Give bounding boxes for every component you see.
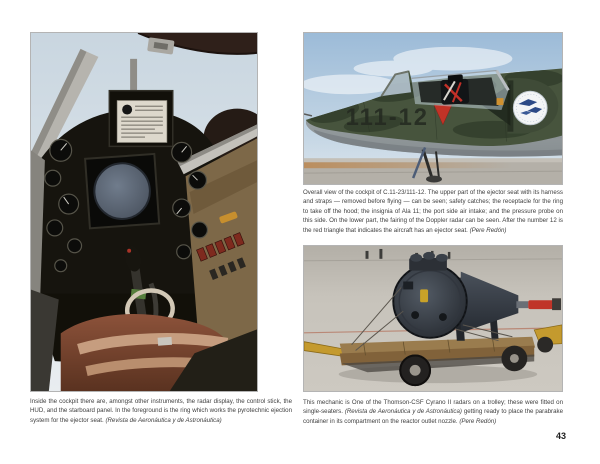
strap-buckle bbox=[158, 337, 172, 346]
caption-body: This mechanic is One of the Thomson-CSF Cyrano II radars on a trolley; these were fitted on single-seaters. bbox=[303, 399, 563, 416]
yellow-fitting bbox=[420, 289, 428, 302]
page-number: 43 bbox=[555, 431, 566, 441]
caption-credit: (Revista de Aeronáutica y de Astronáutica) bbox=[344, 408, 462, 416]
ala-11-insignia bbox=[513, 91, 547, 125]
tarmac-stripe bbox=[304, 162, 512, 168]
radar-photo-art bbox=[304, 246, 562, 391]
radar-photo-caption bbox=[303, 398, 563, 426]
aircraft-marking: 111-12 bbox=[345, 103, 430, 131]
canopy-rail-marking bbox=[497, 98, 504, 105]
radar-trolley-photo bbox=[303, 245, 563, 392]
caption-body: Overall view of the cockpit of C.11-23/111-12. The upper part of the ejector seat with its harness and straps — removed before flying — can be seen; safety catches; the receptacle for the ring to take off the hood; the insignia of Ala 11; the port side air intake; and the pressure probe on this side. On the lower part, the fairing of the Doppler radar can be seen. After the number 12 is the red triangle that indicates the aircraft has an ejector seat. bbox=[303, 189, 563, 234]
caption-body: Inside the cockpit there are, amongst other instruments, the radar display, the control stick, the HUD, and the starboard panel. In the foreground is the ring which works the pyrotechnic ejection system for the ejector seat. bbox=[30, 398, 292, 424]
caption-body: getting ready to place the parabrake container in its compartment on the reactor outlet nozzle. bbox=[303, 408, 563, 425]
caption-credit: (Revista de Aeronáutica y de Astronáutica) bbox=[105, 416, 222, 424]
cockpit-photo-caption bbox=[30, 397, 292, 425]
aircraft-side-photo bbox=[303, 32, 563, 185]
caption-credit: (Pere Redón) bbox=[459, 417, 497, 425]
aircraft-photo-caption bbox=[303, 188, 563, 235]
caption-credit: (Pere Redón) bbox=[469, 226, 507, 234]
tow-handle-red bbox=[528, 300, 554, 309]
cockpit-photo-art bbox=[31, 33, 257, 391]
cockpit-interior-photo bbox=[30, 32, 258, 392]
stick-trigger bbox=[127, 249, 131, 253]
trolley-wheel-rear bbox=[537, 337, 553, 353]
radar-display bbox=[85, 154, 159, 228]
aircraft-photo-art bbox=[304, 33, 562, 184]
